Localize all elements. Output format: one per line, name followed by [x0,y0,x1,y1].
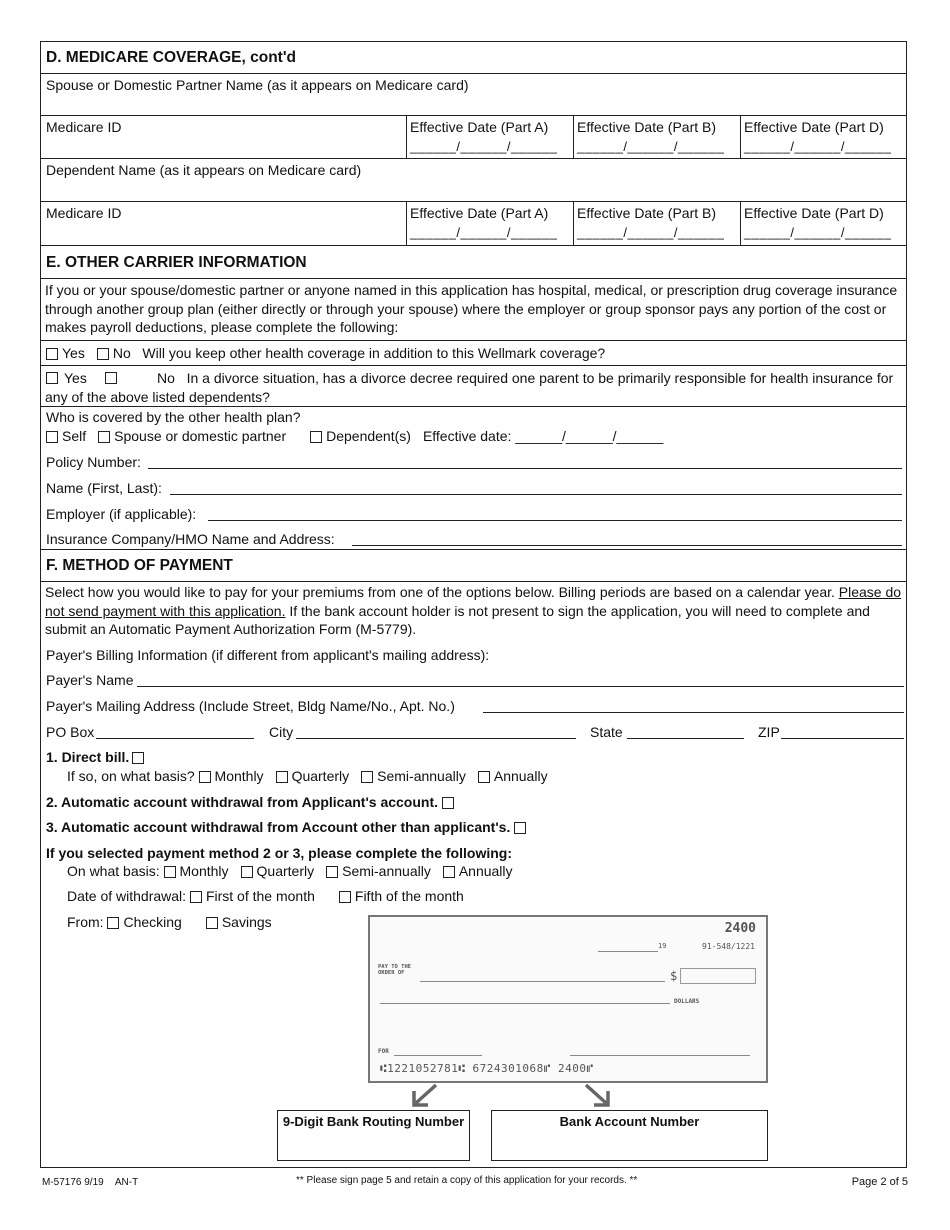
state-input[interactable] [627,738,744,739]
if-selected-label: If you selected payment method 2 or 3, please complete the following: [46,845,512,861]
divider [40,340,907,341]
check-date-mark: 19 [658,942,667,950]
dependents-label: Dependent(s) [326,428,411,444]
divider [40,278,907,279]
insurance-company-label: Insurance Company/HMO Name and Address: [46,531,335,547]
po-box-label: PO Box [46,724,95,740]
who-covered-label: Who is covered by the other health plan? [46,409,301,425]
option-1-row [46,748,148,766]
employer-label: Employer (if applicable): [46,506,197,522]
spouse-checkbox[interactable] [98,431,110,443]
spouse-part-d-date[interactable]: ______/______/______ [744,139,892,154]
divider [406,201,407,245]
divider [40,115,907,116]
routing-arrow-icon [410,1083,440,1109]
withdrawal-basis-row [67,862,513,880]
dependent-part-a-date[interactable]: ______/______/______ [410,225,558,240]
option-3-row [46,818,530,836]
db-quarterly-checkbox[interactable] [276,771,288,783]
other-account-checkbox[interactable] [514,822,526,834]
check-memo-line [394,1055,482,1056]
withdrawal-date-row [67,887,464,905]
q1-row [46,344,605,362]
check-dollar-sign: $ [670,969,678,983]
wd-quarterly-checkbox[interactable] [241,866,253,878]
payer-mailing-input[interactable] [483,712,904,713]
direct-bill-checkbox[interactable] [132,752,144,764]
check-for-label: FOR [378,1048,389,1055]
divider [40,549,907,550]
divider [740,201,741,245]
spouse-name-label: Spouse or Domestic Partner Name (as it appears on Medicare card) [46,77,469,93]
footer-note: ** Please sign page 5 and retain a copy of this application for your records. ** [296,1175,638,1186]
divider [40,406,907,407]
checking-label: Checking [123,914,182,930]
first-of-month-label: First of the month [205,888,315,904]
check-signature-line [570,1055,750,1056]
q1-no-checkbox[interactable] [97,348,109,360]
spouse-part-d-label: Effective Date (Part D) [744,119,884,135]
intro-part-b: If the bank account holder is not present to sign the application, you will need to complete and submit an Automatic Payment Authorization Form (M-5779). [45,602,870,637]
check-pay-to: PAY TO THE ORDER OF [378,964,412,976]
divider [40,158,907,159]
payer-billing-label: Payer's Billing Information (if different from applicant's mailing address): [46,647,490,663]
other-name-input[interactable] [170,494,902,495]
checking-checkbox[interactable] [107,917,119,929]
self-checkbox[interactable] [46,431,58,443]
routing-number-box[interactable] [277,1110,470,1161]
page-number: Page 2 of 5 [851,1176,908,1188]
divider [740,115,741,158]
db-annually-checkbox[interactable] [478,771,490,783]
check-payee-line [420,981,665,982]
divider [40,201,907,202]
direct-bill-basis-row [67,767,548,785]
divider [40,245,907,246]
city-input[interactable] [296,738,576,739]
savings-label: Savings [221,914,272,930]
q1-no-label: No [112,345,131,361]
form-id-number: M-57176 9/19 [42,1177,104,1188]
section-d-title: D. MEDICARE COVERAGE, cont'd [46,49,296,66]
routing-number-label: 9-Digit Bank Routing Number [282,1114,465,1129]
spouse-part-a-date[interactable]: ______/______/______ [410,139,558,154]
dependent-part-b-date[interactable]: ______/______/______ [577,225,725,240]
q2-no-label: No [157,370,175,386]
spouse-part-b-label: Effective Date (Part B) [577,119,717,135]
wd-monthly-checkbox[interactable] [164,866,176,878]
other-name-label: Name (First, Last): [46,480,162,496]
effective-date-field[interactable]: Effective date: ______/______/______ [422,428,664,444]
fifth-of-month-checkbox[interactable] [339,891,351,903]
wd-annually-label: Annually [458,863,513,879]
intro-no-payment: Please do not send payment with this application. [45,584,902,619]
dependent-part-d-date[interactable]: ______/______/______ [744,225,892,240]
check-dollars-label: DOLLARS [674,998,700,1005]
payer-mailing-label: Payer's Mailing Address (Include Street, Bldg Name/No., Apt. No.) [46,698,455,714]
account-number-label: Bank Account Number [559,1114,700,1129]
divider [573,115,574,158]
from-label: From: [67,914,104,930]
check-amount-line [380,1003,670,1004]
check-fraction: 91-548/1221 [702,942,755,951]
wd-quarterly-label: Quarterly [256,863,315,879]
spouse-part-a-label: Effective Date (Part A) [410,119,549,135]
db-annually-label: Annually [493,768,548,784]
check-micr-line: ⑆1221052781⑆ 6724301068⑈ 2400⑈ [380,1062,594,1075]
policy-number-input[interactable] [148,468,902,469]
on-what-basis-label: On what basis: [67,863,160,879]
dependent-name-label: Dependent Name (as it appears on Medicare card) [46,162,362,178]
q2-yes-label: Yes [64,370,87,386]
zip-label: ZIP [758,724,780,740]
section-e-title: E. OTHER CARRIER INFORMATION [46,254,307,271]
payer-name-label: Payer's Name [46,672,134,688]
db-quarterly-label: Quarterly [291,768,350,784]
dependents-checkbox[interactable] [310,431,322,443]
employer-input[interactable] [208,520,902,521]
account-arrow-icon [582,1083,612,1109]
sample-check-image [368,915,768,1083]
db-semi-checkbox[interactable] [361,771,373,783]
db-monthly-checkbox[interactable] [199,771,211,783]
dependent-medicare-id-label: Medicare ID [46,205,122,221]
spouse-medicare-id-label: Medicare ID [46,119,122,135]
form-code: AN-T [114,1177,139,1188]
option-3-label: 3. Automatic account withdrawal from Account other than applicant's. [46,819,511,835]
section-f-intro [45,583,905,639]
db-monthly-label: Monthly [214,768,264,784]
option-1-label: 1. Direct bill. [46,749,130,765]
spouse-label: Spouse or domestic partner [114,428,287,444]
divider [40,73,907,74]
zip-input[interactable] [781,738,904,739]
policy-number-label: Policy Number: [46,454,141,470]
account-number-box[interactable] [491,1110,768,1161]
divider [406,115,407,158]
wd-semi-label: Semi-annually [342,863,431,879]
check-amount-box [680,968,756,984]
dependent-part-b-label: Effective Date (Part B) [577,205,717,221]
payer-name-input[interactable] [137,686,904,687]
first-of-month-checkbox[interactable] [190,891,202,903]
state-label: State [590,724,623,740]
account-type-row [67,913,272,931]
divider [40,365,907,366]
date-of-withdrawal-label: Date of withdrawal: [67,888,187,904]
divider [40,581,907,582]
q1-yes-checkbox[interactable] [46,348,58,360]
basis-question: If so, on what basis? [67,768,195,784]
dependent-part-d-label: Effective Date (Part D) [744,205,884,221]
dependent-part-a-label: Effective Date (Part A) [410,205,549,221]
wd-semi-checkbox[interactable] [326,866,338,878]
fifth-of-month-label: Fifth of the month [354,888,464,904]
q2-question: In a divorce situation, has a divorce decree required one parent to be primarily responsible for health insurance for any of the above listed dependents? [45,370,894,405]
form-id [42,1177,138,1188]
check-date-line [598,951,658,952]
wd-monthly-label: Monthly [179,863,229,879]
intro-part-a: Select how you would like to pay for your premiums from one of the options below. Billing periods are based on a calendar year. [45,584,835,600]
po-box-input[interactable] [96,738,254,739]
who-covered-row [46,427,663,445]
savings-checkbox[interactable] [206,917,218,929]
q2-text [45,369,903,406]
section-f-title: F. METHOD OF PAYMENT [46,557,233,574]
check-number: 2400 [724,921,756,936]
divider [573,201,574,245]
applicant-account-checkbox[interactable] [442,797,454,809]
option-2-row [46,793,458,811]
self-label: Self [62,428,87,444]
spouse-part-b-date[interactable]: ______/______/______ [577,139,725,154]
insurance-company-input[interactable] [352,545,902,546]
wd-annually-checkbox[interactable] [443,866,455,878]
q1-text: Will you keep other health coverage in addition to this Wellmark coverage? [142,345,606,361]
city-label: City [269,724,294,740]
db-semi-label: Semi-annually [377,768,466,784]
section-e-intro: If you or your spouse/domestic partner or anyone named in this application has hospital, medical, or prescription drug coverage insurance through another group plan (either directly or through your spouse) where the employer or group sponsor pays any portion of the cost or makes payroll deductions, please complete the following: [45,282,898,335]
option-2-label: 2. Automatic account withdrawal from Applicant's account. [46,794,439,810]
q1-yes-label: Yes [62,345,85,361]
